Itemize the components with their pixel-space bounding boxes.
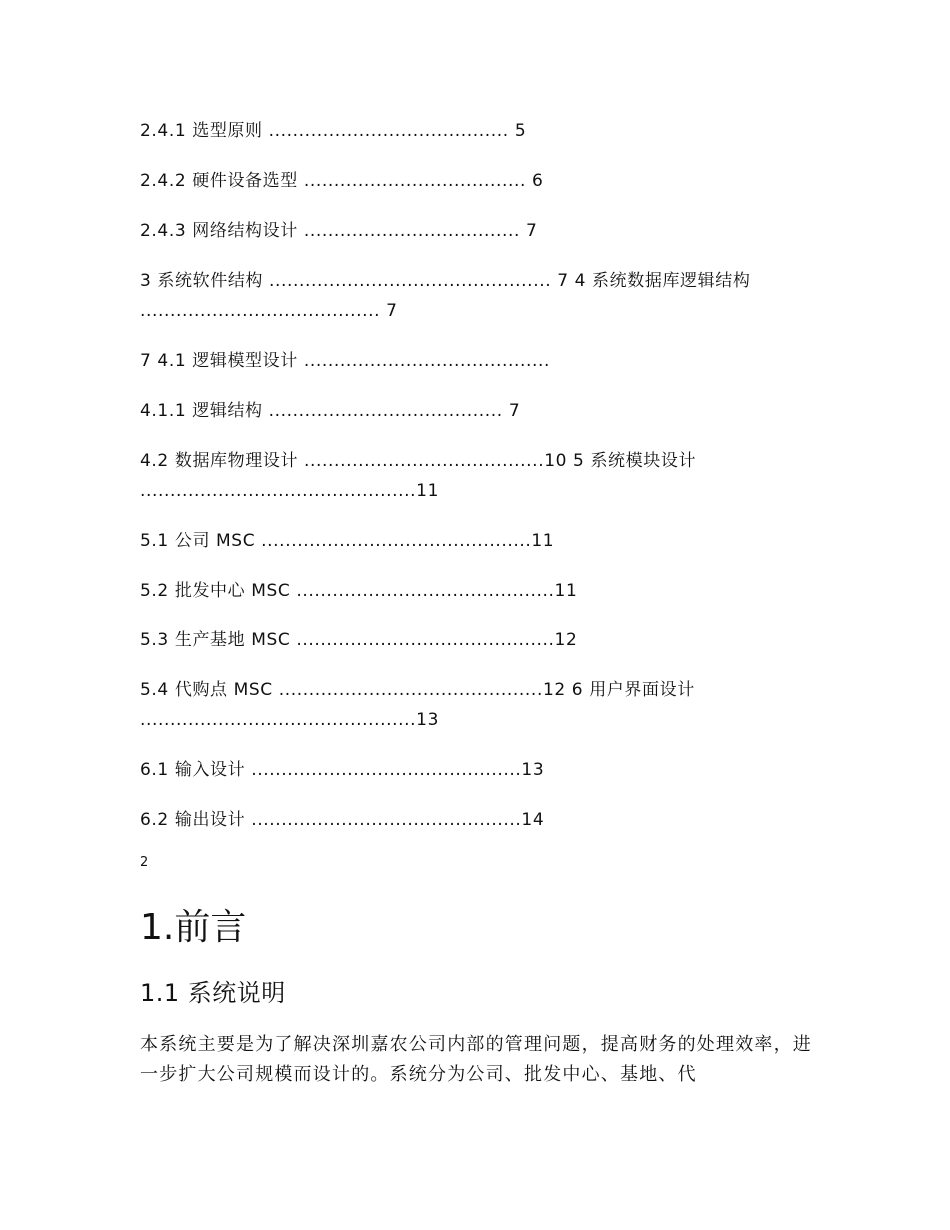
toc-entry-5-3[interactable]: 5.3 生产基地 MSC ...........................................12 xyxy=(140,630,578,650)
toc-entry-2-4-1[interactable]: 2.4.1 选型原则 ........................................ 5 xyxy=(140,121,527,141)
toc-entry-5-4-and-6[interactable]: 5.4 代购点 MSC ............................................12 6 用户界面设计 ..............................................13 xyxy=(140,680,695,730)
toc-entry-6-1[interactable]: 6.1 输入设计 .............................................13 xyxy=(140,760,545,780)
toc-entry-3-and-4[interactable]: 3 系统软件结构 ............................................... 7 4 系统数据库逻辑结构 ........................................ 7 xyxy=(140,271,751,321)
toc-entry-4-1-1[interactable]: 4.1.1 逻辑结构 ....................................... 7 xyxy=(140,401,521,421)
toc-entry-6-2[interactable]: 6.2 输出设计 .............................................14 xyxy=(140,810,545,830)
toc-entry-4-1[interactable]: 7 4.1 逻辑模型设计 ......................................... xyxy=(140,351,551,371)
toc-entry-2-4-3[interactable]: 2.4.3 网络结构设计 .................................... 7 xyxy=(140,221,538,241)
toc-entry-2-4-2[interactable]: 2.4.2 硬件设备选型 ..................................... 6 xyxy=(140,171,544,191)
toc-entry-4-2-and-5[interactable]: 4.2 数据库物理设计 ........................................10 5 系统模块设计 ..............................................11 xyxy=(140,451,697,501)
toc-entry-5-2[interactable]: 5.2 批发中心 MSC ...........................................11 xyxy=(140,581,578,601)
toc-entry-5-1[interactable]: 5.1 公司 MSC .............................................11 xyxy=(140,531,555,551)
body-paragraph: 本系统主要是为了解决深圳嘉农公司内部的管理问题，提高财务的处理效率，进一步扩大公司规模而设计的。系统分为公司、批发中心、基地、代 xyxy=(140,1034,812,1085)
section-subheading: 1.1 系统说明 xyxy=(140,979,286,1007)
page-number: 2 xyxy=(140,855,149,870)
section-heading: 1.前言 xyxy=(140,907,247,948)
